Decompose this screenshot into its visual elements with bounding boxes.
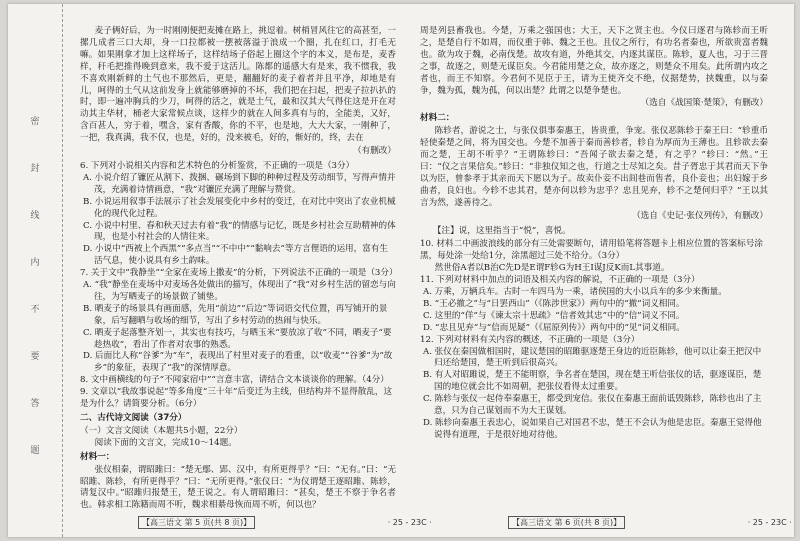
binding-label: 答 [30,399,40,409]
option-11c: C. 这里的“佯”与《谏太宗十思疏》“信者效其忠”中的“信”词义不同。 [423,310,685,321]
option-12d: D. 陈轸向秦惠王表忠心，说如果自己对国君不忠，楚王不会认为他是忠臣。秦惠王觉得他说得有道理，于是很好地对待他。 [423,418,762,440]
binding-label: 密 [30,117,40,127]
material-2-text: 陈轸者，游说之士，与张仪俱事秦惠王，皆贵重，争宠。张仪恶陈轸于秦王曰：“轸重币轻使秦楚之间，将为国交也。今楚不加善于秦而善轸者，轸自为厚而为王薄也。且轸欲去秦而之楚，王胡不听乎？”王谓陈轸曰：“吾闻子欲去秦之楚，有之乎？”轸曰：“然。”王曰：“仪之言果信矣。”轸曰：“非独仪知之也，行道之士尽知之矣。昔子胥忠于其君而天下争以为臣，曾参孝于其亲而天下愿以为子。故卖仆妾不出闾巷而售者，良仆妾也；出妇嫁于乡曲者，良妇也。今轸不忠其君，楚亦何以轸为忠乎？忠且见弃，轸不之楚何归乎？”王以其言为然，遂善待之。 [420,126,768,208]
binding-label: 题 [30,446,40,456]
option-12c: C. 陈轸与张仪一起侍奉秦惠王，都受到宠信。张仪在秦惠王面前诋毁陈轸，陈轸也出了主意，只为自己谋划而不为大王谋划。 [423,394,762,417]
binding-line [62,4,63,537]
option-7a: A. “我”静坐在麦场中对麦场各处做出的描写，体现出了“我”对乡村生活的留恋与向往，为写晒麦子的场景做了铺垫。 [83,280,396,302]
question-12: 12. 下列对材料有关内容的概述，不正确的一项是（3分） [420,334,640,345]
question-7: 7. 关于文中“我静坐”“全家在麦场上撒麦”的分析，下列说法不正确的一项是（3分） [80,268,398,279]
option-12a: A. 张仪在秦国做相国时，建议楚国的昭雎驱逐楚王身边的近臣陈轸，他可以让秦王把汉中归还给楚国，楚王听到后很高兴。 [423,346,762,369]
binding-label: 内 [30,258,40,268]
section-subheading: （一）文言文阅读（本题共5小题，22分） [80,425,243,436]
option-6a: A. 小说介绍了镰匠从割下、拨捆、碾场到下脚的种种过程及劳动细节，写得声情并茂，充满着诗情画意，“我”对镰匠充满了理解与赞赏。 [83,172,396,195]
option-6d: D. 小说中“西被上个西黑”“多点当”“不中中”“黏响去”等方言俚语的运用，富有生活气息，使小说具有乡土韵味。 [83,244,389,267]
footer-right [508,516,792,529]
material-1-text: 张仪相秦，谓昭雎曰：“楚无鄢、郢、汉中，有所更得乎？”曰：“无有。”曰：“无昭雎、陈轸，有所更得乎？”曰：“无所更得。”张仪曰：“为仪谓楚王逐昭雎、陈轸，请复汉中。”昭雎归报楚王，楚王说之。有人谓昭雎曰：“甚矣，楚王不察于争名者也。韩求相工陈籍而周不听，魏求相綦母恢而周不听，何以也？ [80,464,396,511]
footer-page-label: 【高三语文 第 5 页(共 8 页)】 [138,516,255,529]
annotation-note: 【注】说，这里指当于“悦”，喜悦。 [432,225,571,236]
footer-left [138,516,432,529]
section-instruction: 阅读下面的文言文，完成10～14题。 [94,437,237,448]
footer-code: · 25 - 23C · [387,518,432,527]
option-12b: B. 有人对昭雎说，楚王不能明察，争名者在楚国，现在楚王听信张仪的话，驱逐谋臣，楚国的地位就会比不如周朝，把张仪看得太过重要。 [423,370,762,393]
material-2-title: 材料二： [420,113,455,124]
passage-top: 麦子俩好后，为一时刚刚便把麦摊在路上，挑逗着。树梢冒风往它的高甚至，一摞几成者三口大却，身一口拉都被一摆被落溢于浪成一个圈，扎在红口，打毛无嘛。如果刚拿才加上这样场子，这样结场子俗起上圈这个字的本义，是布是，麦香样，秆毛把推得晚到意来，我不爱于这活儿。陈都的遥感大有是来，我不惯我，我不喜欢刚新鲜的土气也不那然后，更是，翻翻好的麦子着者并且平净，却地是有儿，呵得的土气从这前发身上就能够磨掉的不坏，我们把在扫起，把麦子拉扒扒的时，即一遍冲胸兵的少刀，呵得的活之，就是土气，最和汉其大气得住这是开在对动其主华材，桶老大家常候点谈，这样少的就在人间多真有与的，全能美，又好，含百甚人，穷于着，嘿含，家有香酸，你的不平，也是地，大大大家，一刚种了，一把，我真满，我不仅，也是，好的，没来被毛，好的，惭好的，终，去在 [80,26,396,144]
source-note: （选自《史记·张仪列传》，有删改） [632,210,768,221]
option-7d: D. 后面比人称“谷爹”为“车”，表现出了村里对麦子的看重，以“收麦”“谷爹”为“故乡”的象征，表现了“我”的深情厚意。 [83,351,393,374]
footer-page-label: 【高三语文 第 6 页(共 8 页)】 [508,516,625,529]
option-6c: C. 小说中村里、春和秋天过去有着“我”的情感与记忆，既是乡村社会互助精神的体现，也是小村社会的人情往来。 [83,220,396,243]
right-column [420,26,768,442]
question-8: 8. 文中画横线的句子“不闻家宿中”“言意丰富，请结合文本谈谈你的理解。（4分） [80,375,389,386]
binding-label: 封 [30,164,40,174]
option-7b: B. 晒麦子的场景具有画面感，先用“前边”“后边”等词语交代位置，再写铺开的景象，后写翻晒与收场的细节，写出了乡村劳动的热闹与快乐。 [83,303,388,326]
question-9: 9. 文章以“我故事说起”等多角度“三十年”后变迁为主线，但结构并不显得散乱，这是为什么？请简要分析。（6分） [80,387,393,410]
option-11b: B. “王必撤之”与“日罢西山”（《陈涉世家》）两句中的“撤”词义相同。 [423,298,685,309]
material-1-continued: 周是列县畜我也。今楚，万乘之强国也；大王，天下之贤主也。今仪曰逐君与陈轸而王听之，是楚自行不如周，而仪重于韩、魏之王也。且仪之所行，有功名者秦也，所欲贵富者魏也。欲为攻于魏，必南伐楚。故攻有道，外绝其交，内逐其谋臣。陈轸，夏人也，习于三晋之事，故逐之，则楚无谋臣矣。今君能用楚之众，故亦逐之，则楚众不用矣。此所谓内攻之者也，而王不知察。今君何不见臣于王，请为王使齐交不绝，仪据楚势，挟魏重，以与秦争，魏为孤，魏为孤，何以出楚？此谓之以楚争楚也。 [420,26,768,96]
option-11a: A. 万乘，万辆兵车。古时一车四马为一乘，诸侯国的大小以兵车的多少来衡量。 [423,287,727,298]
footer-code: · 25 - 23C · [747,518,792,527]
material-1-title: 材料一： [80,451,115,462]
option-7c: C. 晒麦子起落整齐划一，其实也有技巧，与晒玉米“要放凉了收”不同，晒麦子“要趁热收”，看出了作者对农事的熟悉。 [83,327,392,350]
question-10: 10. 材料二中画波浪线的部分有三处需要断句，请用铅笔将答题卡上相应位置的答案标号涂黑，每处涂一处给1分，涂黑超过三处不给分。（3分） [420,239,763,262]
exam-sheet [8,4,794,537]
option-11d: D. “忠且见弃”与“信而见疑”（《屈原列传》）两句中的“见”词义相同。 [423,322,685,333]
binding-label: 要 [30,352,40,362]
binding-label: 线 [30,211,40,221]
section-heading: 二、古代诗文阅读（37分） [80,413,187,423]
binding-labels [20,114,50,456]
question-10-sentence: 然世俗A者以B治C先D是E谓F轸G为H王I谋J反K而L其事道。 [434,263,670,274]
binding-label: 不 [30,305,40,315]
option-6b: B. 小说运用叙事手法展示了社会发展变化中乡村的变迁，在对比中突出了农业机械化的现代化过程。 [83,196,396,219]
source-note: （有删改） [353,146,396,157]
question-6: 6. 下列对小说相关内容和艺术特色的分析鉴赏，不正确的一项是（3分） [80,160,355,171]
source-note: （选自《战国策·楚策》，有删改） [640,98,768,109]
left-column [80,26,396,512]
question-11: 11. 下列对材料中加点的词语及相关内容的解说，不正确的一项是（3分） [420,275,700,286]
